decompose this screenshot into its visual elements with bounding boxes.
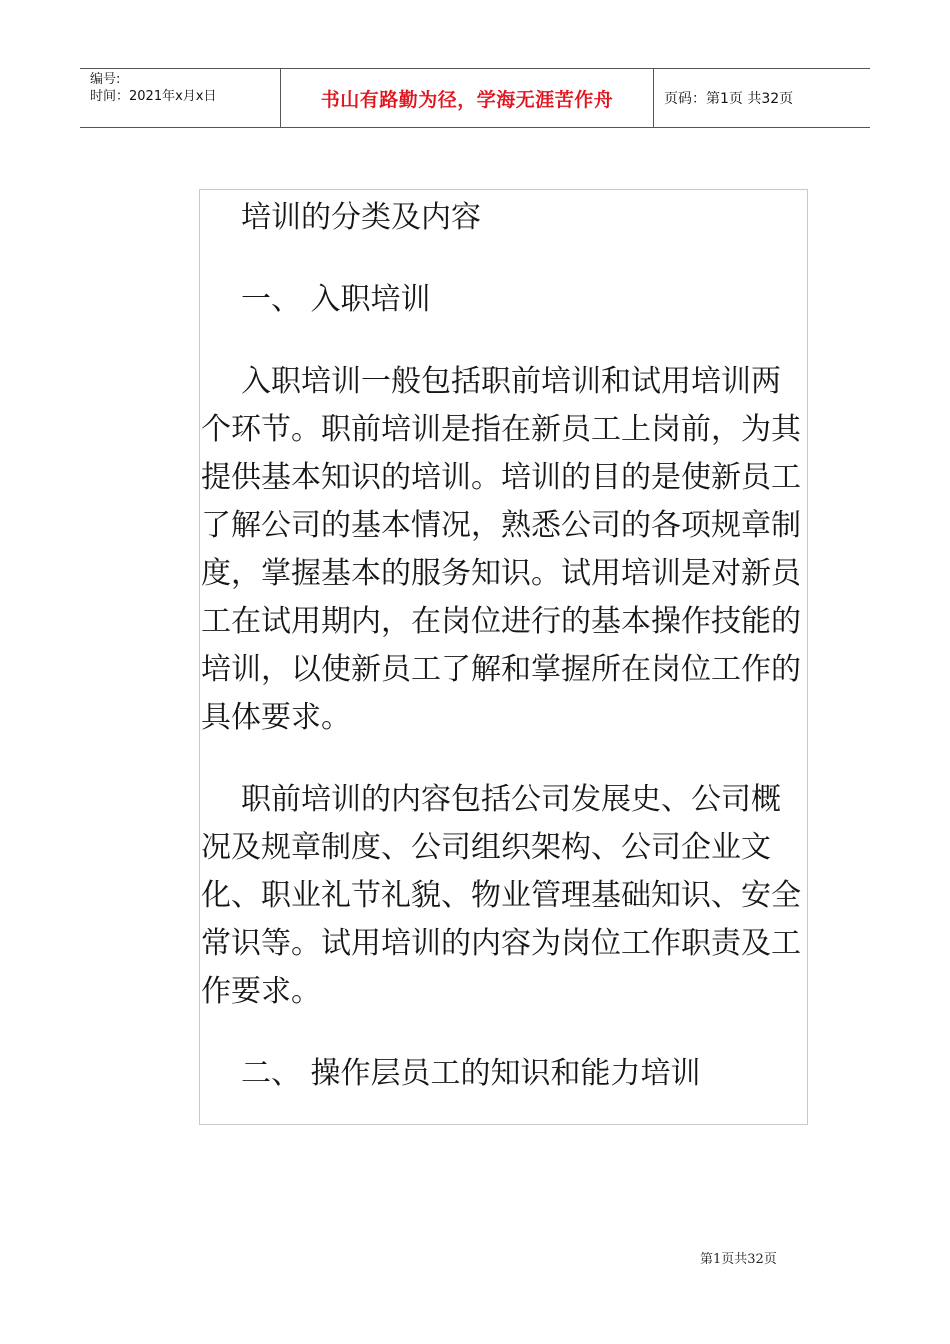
document-body	[201, 194, 806, 1098]
header-page-number: 页码：第1页 共32页	[664, 91, 794, 107]
section-heading-2: 二、 操作层员工的知识和能力培训	[241, 1056, 701, 1091]
page-footer: 第1页共32页	[700, 1252, 777, 1267]
paragraph-2: 职前培训的内容包括公司发展史、公司概况及规章制度、公司组织架构、公司企业文化、职业礼节礼貌、物业管理基础知识、安全常识等。试用培训的内容为岗位工作职责及工作要求。	[201, 782, 801, 1009]
section-heading-1: 一、 入职培训	[241, 282, 431, 317]
header-page-cell	[654, 69, 870, 127]
document-date-label: 时间：2021年x月x日	[90, 89, 217, 104]
header-motto: 书山有路勤为径，学海无涯苦作舟	[320, 88, 614, 111]
header-motto-cell	[281, 69, 654, 127]
page-header	[80, 68, 870, 128]
document-number-label: 编号:	[90, 72, 121, 87]
paragraph-1: 入职培训一般包括职前培训和试用培训两个环节。职前培训是指在新员工上岗前，为其提供基本知识的培训。培训的目的是使新员工了解公司的基本情况，熟悉公司的各项规章制度，掌握基本的服务知识。试用培训是对新员工在试用期内，在岗位进行的基本操作技能的培训，以使新员工了解和掌握所在岗位工作的具体要求。	[201, 364, 801, 735]
header-meta	[80, 69, 281, 127]
document-title: 培训的分类及内容	[241, 200, 481, 235]
